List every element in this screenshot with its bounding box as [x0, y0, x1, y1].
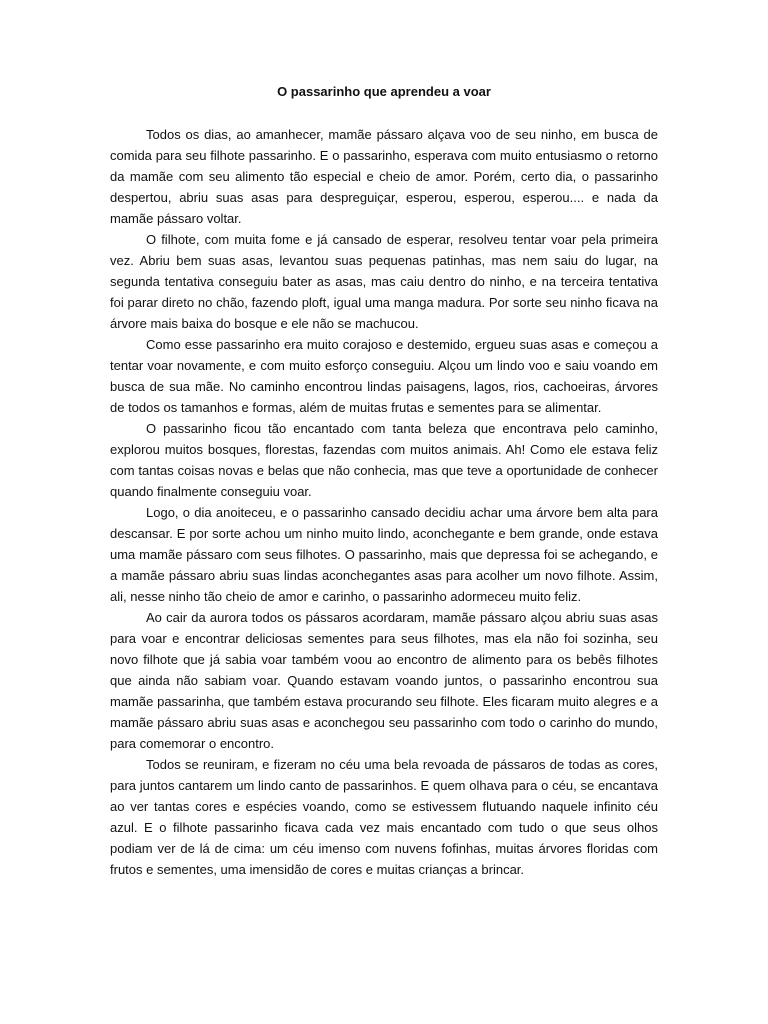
- story-paragraph-2: O filhote, com muita fome e já cansado de esperar, resolveu tentar voar pela primeira vez. Abriu bem suas asas, levantou suas pequenas patinhas, mas nem saiu do lugar, na segunda tentativa conseguiu bater as asas, mas caiu dentro do ninho, e na terceira tentativa foi parar direto no chão, fazendo ploft, igual uma manga madura. Por sorte seu ninho ficava na árvore mais baixa do bosque e ele não se machucou.: [110, 232, 658, 331]
- story-title: O passarinho que aprendeu a voar: [277, 84, 491, 99]
- story-body: [110, 81, 658, 880]
- story-paragraph-6: Ao cair da aurora todos os pássaros acordaram, mamãe pássaro alçou abriu suas asas para voar e encontrar deliciosas sementes para seus filhotes, mas ela não foi sozinha, seu novo filhote que já sabia voar também voou ao encontro de alimento para os bebês filhotes que ainda não sabiam voar. Quando estavam voando juntos, o passarinho encontrou sua mamãe passarinha, que também estava procurando seu filhote. Eles ficaram muito alegres e a mamãe pássaro abriu suas asas e aconchegou seu passarinho com todo o carinho do mundo, para comemorar o encontro.: [110, 610, 658, 751]
- story-paragraph-7: Todos se reuniram, e fizeram no céu uma bela revoada de pássaros de todas as cores, para juntos cantarem um lindo canto de passarinhos. E quem olhava para o céu, se encantava ao ver tantas cores e espécies voando, como se estivessem flutuando naquele infinito céu azul. E o filhote passarinho ficava cada vez mais encantado com tudo o que seus olhos podiam ver de lá de cima: um céu imenso com nuvens fofinhas, muitas árvores floridas com frutos e sementes, uma imensidão de cores e muitas crianças a brincar.: [110, 757, 658, 877]
- story-paragraph-3: Como esse passarinho era muito corajoso e destemido, ergueu suas asas e começou a tentar voar novamente, e com muito esforço conseguiu. Alçou um lindo voo e saiu voando em busca de sua mãe. No caminho encontrou lindas paisagens, lagos, rios, cachoeiras, árvores de todos os tamanhos e formas, além de muitas frutas e sementes para se alimentar.: [110, 337, 658, 415]
- story-paragraph-1: Todos os dias, ao amanhecer, mamãe pássaro alçava voo de seu ninho, em busca de comida para seu filhote passarinho. E o passarinho, esperava com muito entusiasmo o retorno da mamãe com seu alimento tão especial e cheio de amor. Porém, certo dia, o passarinho despertou, abriu suas asas para despreguiçar, esperou, esperou, esperou.... e nada da mamãe pássaro voltar.: [110, 127, 658, 226]
- story-paragraph-4: O passarinho ficou tão encantado com tanta beleza que encontrava pelo caminho, explorou muitos bosques, florestas, fazendas com muitos animais. Ah! Como ele estava feliz com tantas coisas novas e belas que não conhecia, mas que teve a oportunidade de conhecer quando finalmente conseguiu voar.: [110, 421, 658, 499]
- story-paragraph-5: Logo, o dia anoiteceu, e o passarinho cansado decidiu achar uma árvore bem alta para descansar. E por sorte achou um ninho muito lindo, aconchegante e bem grande, onde estava uma mamãe pássaro com seus filhotes. O passarinho, mais que depressa foi se achegando, e a mamãe pássaro abriu suas lindas aconchegantes asas para acolher um novo filhote. Assim, ali, nesse ninho tão cheio de amor e carinho, o passarinho adormeceu muito feliz.: [110, 505, 658, 604]
